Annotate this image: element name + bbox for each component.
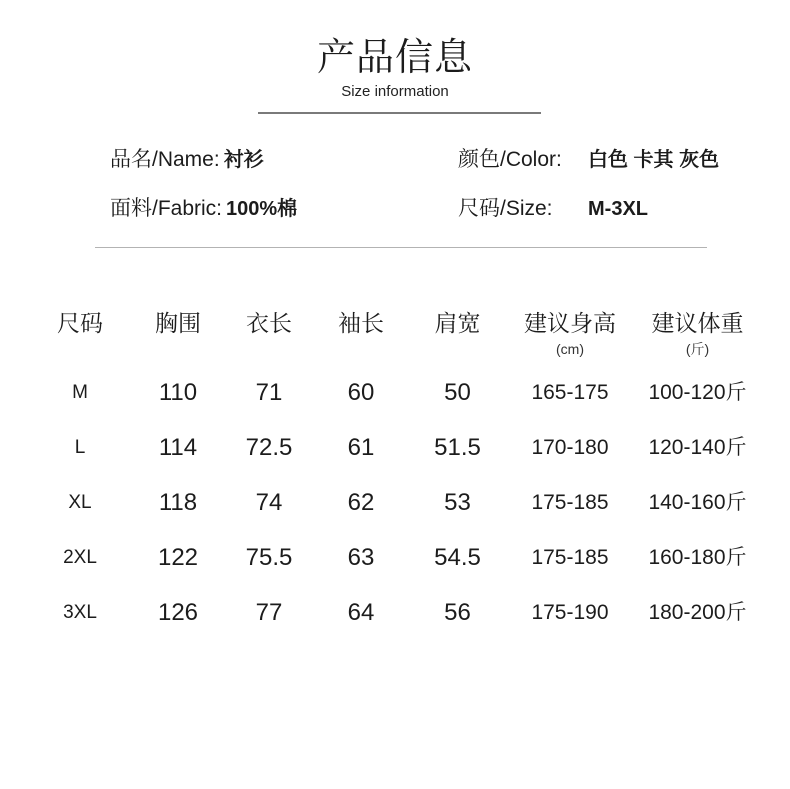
info-color-label: 颜色/Color: (458, 148, 562, 171)
cell-shoulder: 50 (444, 379, 471, 406)
info-color-value: 白色 卡其 灰色 (588, 149, 720, 171)
table-row (30, 530, 760, 585)
cell-weight: 100-120斤 (648, 381, 747, 404)
cell-height: 175-185 (531, 546, 609, 569)
cell-size: L (74, 437, 86, 458)
page-title: 产品信息 (316, 37, 473, 79)
table-row (30, 585, 760, 640)
info-name-value: 衬衫 (223, 149, 264, 171)
cell-length: 75.5 (245, 544, 293, 571)
column-header-label: 袖长 (338, 310, 384, 336)
info-color-value-wrap (588, 146, 719, 174)
section-divider (95, 247, 707, 248)
table-row (30, 475, 760, 530)
column-header-unit: (cm) (556, 341, 584, 357)
cell-shoulder: 51.5 (434, 434, 481, 461)
cell-size: 2XL (63, 547, 97, 568)
cell-chest: 118 (158, 489, 198, 516)
cell-sleeve: 62 (347, 489, 375, 516)
cell-shoulder: 56 (444, 599, 471, 626)
cell-height: 170-180 (531, 436, 609, 459)
info-size-label: 尺码/Size: (458, 197, 553, 220)
info-fabric-value: 100%棉 (226, 198, 298, 220)
column-header-length (226, 305, 312, 365)
cell-sleeve: 60 (347, 379, 375, 406)
info-size-label-wrap (458, 195, 553, 223)
info-name-label: 品名/Name: (110, 148, 220, 171)
cell-shoulder: 53 (444, 489, 471, 516)
cell-height: 175-185 (531, 491, 609, 514)
column-header-height (505, 305, 635, 365)
column-header-label: 尺码 (57, 310, 103, 336)
cell-chest: 126 (157, 599, 199, 626)
table-row (30, 365, 760, 420)
info-color-label-wrap (458, 146, 562, 174)
cell-weight: 140-160斤 (648, 491, 747, 514)
cell-length: 74 (255, 489, 283, 516)
size-table (30, 305, 760, 640)
cell-sleeve: 61 (347, 434, 375, 461)
cell-weight: 180-200斤 (648, 601, 747, 624)
column-header-label: 胸围 (155, 310, 201, 336)
cell-chest: 114 (158, 434, 198, 461)
info-name (110, 146, 264, 174)
info-fabric (110, 195, 297, 223)
column-header-weight (635, 305, 760, 365)
cell-length: 72.5 (245, 434, 293, 461)
cell-size: 3XL (63, 602, 97, 623)
info-fabric-label: 面料/Fabric: (110, 197, 223, 220)
cell-sleeve: 63 (347, 544, 375, 571)
table-header-row (30, 305, 760, 365)
cell-length: 71 (255, 379, 283, 406)
cell-height: 165-175 (531, 381, 609, 404)
table-row (30, 420, 760, 475)
column-header-label: 建议身高 (524, 310, 616, 336)
column-header-label: 建议体重 (651, 310, 744, 336)
info-size-value-wrap (588, 195, 648, 223)
column-header-shoulder (410, 305, 505, 365)
cell-size: XL (68, 492, 92, 513)
column-header-sleeve (312, 305, 410, 365)
cell-weight: 160-180斤 (648, 546, 747, 569)
title-divider (258, 112, 541, 114)
cell-chest: 122 (157, 544, 199, 571)
column-header-size (30, 305, 130, 365)
column-header-unit: (斤) (685, 341, 710, 357)
column-header-chest (130, 305, 226, 365)
cell-weight: 120-140斤 (648, 436, 747, 459)
cell-size: M (72, 382, 88, 403)
cell-chest: 110 (158, 379, 198, 406)
cell-height: 175-190 (531, 601, 609, 624)
info-size-value: M-3XL (588, 198, 648, 220)
cell-length: 77 (255, 599, 283, 626)
column-header-label: 衣长 (246, 310, 292, 336)
page-subtitle: Size information (341, 83, 449, 100)
cell-sleeve: 64 (347, 599, 375, 626)
column-header-label: 肩宽 (434, 310, 481, 336)
cell-shoulder: 54.5 (434, 544, 481, 571)
